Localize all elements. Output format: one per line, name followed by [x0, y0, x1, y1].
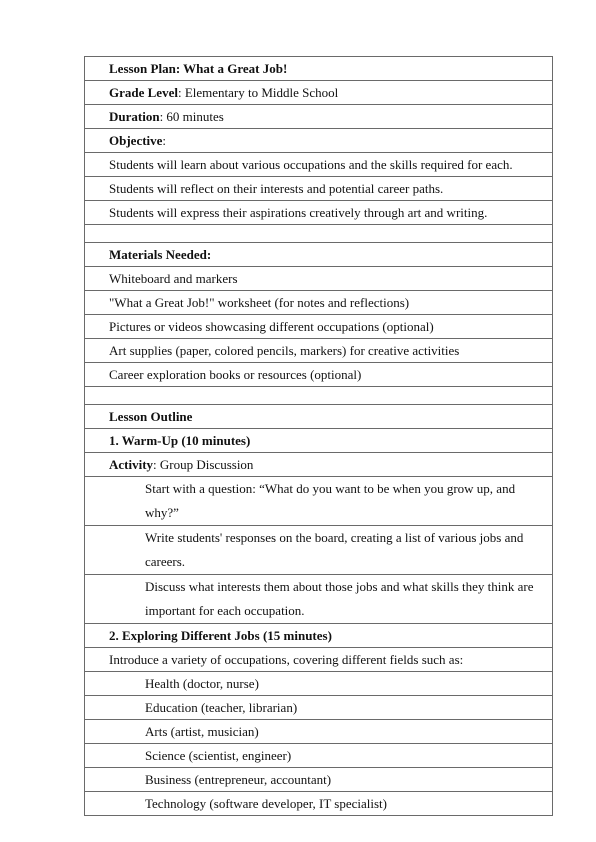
materials-item: Art supplies (paper, colored pencils, markers) for creative activities [85, 339, 553, 363]
warmup-heading: 1. Warm-Up (10 minutes) [85, 429, 553, 453]
field-item: Education (teacher, librarian) [85, 696, 553, 720]
field-item: Science (scientist, engineer) [85, 744, 553, 768]
objective-label: Objective [109, 133, 163, 148]
duration-value: : 60 minutes [159, 109, 224, 124]
field-item: Business (entrepreneur, accountant) [85, 768, 553, 792]
warmup-step: Discuss what interests them about those jobs and what skills they think are important for each occupation. [85, 575, 553, 624]
materials-item: Pictures or videos showcasing different occupations (optional) [85, 315, 553, 339]
activity-row [85, 453, 553, 477]
lesson-plan-table [84, 56, 553, 816]
field-item: Technology (software developer, IT specialist) [85, 792, 553, 816]
materials-heading: Materials Needed: [85, 243, 553, 267]
exploring-heading: 2. Exploring Different Jobs (15 minutes) [85, 624, 553, 648]
activity-label: Activity [109, 457, 154, 472]
duration-row [85, 105, 553, 129]
grade-level-label: Grade Level [109, 85, 178, 100]
grade-level-row [85, 81, 553, 105]
materials-item: Career exploration books or resources (optional) [85, 363, 553, 387]
lesson-title: Lesson Plan: What a Great Job! [85, 57, 553, 81]
field-item: Arts (artist, musician) [85, 720, 553, 744]
objective-item: Students will learn about various occupations and the skills required for each. [85, 153, 553, 177]
activity-value: : Group Discussion [153, 457, 254, 472]
spacer-row [85, 225, 553, 243]
materials-item: "What a Great Job!" worksheet (for notes and reflections) [85, 291, 553, 315]
exploring-intro: Introduce a variety of occupations, covering different fields such as: [85, 648, 553, 672]
spacer-row [85, 387, 553, 405]
duration-label: Duration [109, 109, 160, 124]
materials-item: Whiteboard and markers [85, 267, 553, 291]
lesson-outline-heading: Lesson Outline [85, 405, 553, 429]
warmup-step: Start with a question: “What do you want to be when you grow up, and why?” [85, 477, 553, 526]
field-item: Health (doctor, nurse) [85, 672, 553, 696]
objective-item: Students will express their aspirations creatively through art and writing. [85, 201, 553, 225]
objective-item: Students will reflect on their interests and potential career paths. [85, 177, 553, 201]
grade-level-value: : Elementary to Middle School [177, 85, 339, 100]
warmup-step: Write students' responses on the board, creating a list of various jobs and careers. [85, 526, 553, 575]
objective-row: Objective: [85, 129, 553, 153]
